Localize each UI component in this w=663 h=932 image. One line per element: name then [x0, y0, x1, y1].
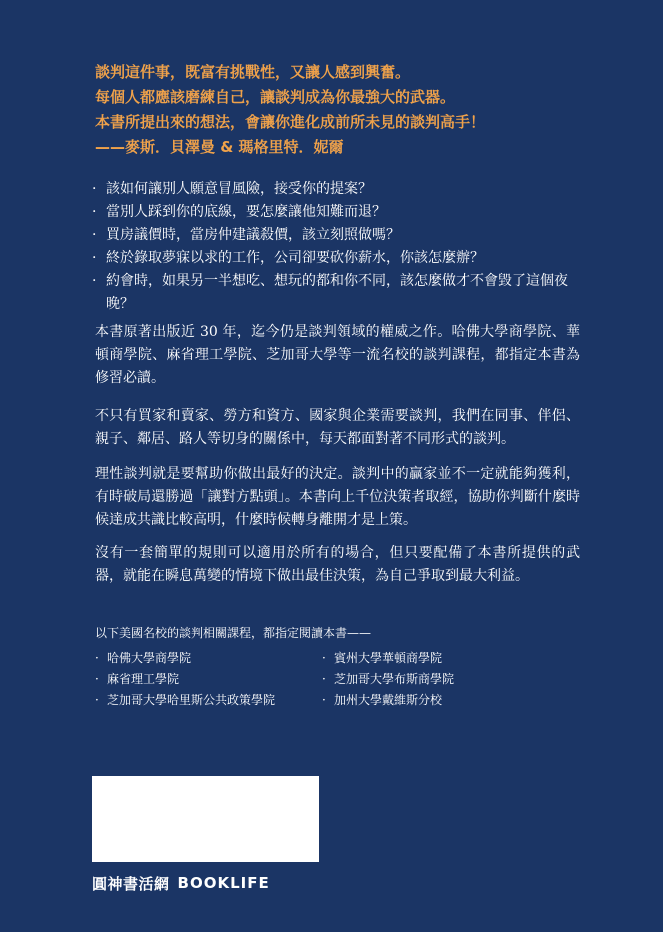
- school-name: 加州大學戴維斯分校: [334, 693, 443, 707]
- question-text: 約會時，如果另一半想吃、想玩的都和你不同，該怎麼做才不會毀了這個夜晚？: [106, 273, 568, 312]
- body-paragraph: 沒有一套簡單的規則可以適用於所有的場合，但只要配備了本書所提供的武器，就能在瞬息萬變的情境下做出最佳決策，為自己爭取到最大利益。: [95, 545, 580, 584]
- school-item: [95, 669, 275, 690]
- question-item: [88, 178, 588, 201]
- barcode-area: [92, 776, 319, 862]
- bullet-dot: ·: [95, 693, 99, 707]
- bullet-dot: ·: [92, 204, 97, 220]
- quote-line: 談判這件事，既富有挑戰性，又讓人感到興奮。: [95, 63, 411, 81]
- quote-attribution: ——麥斯．貝澤曼 & 瑪格里特．妮爾: [95, 138, 344, 156]
- question-item: [88, 201, 588, 224]
- endorsement-quote: [95, 60, 575, 160]
- school-name: 芝加哥大學哈里斯公共政策學院: [107, 693, 276, 707]
- schools-list-right: [322, 648, 454, 711]
- school-item: [95, 690, 275, 711]
- publisher-name-english: BOOKLIFE: [177, 874, 270, 892]
- school-name: 賓州大學華頓商學院: [334, 651, 443, 665]
- bullet-dot: ·: [322, 693, 326, 707]
- bullet-dot: ·: [322, 672, 326, 686]
- body-paragraph: 不只有買家和賣家、勞方和資方、國家與企業需要談判，我們在同事、伴侶、親子、鄰居、路人等切身的關係中，每天都面對著不同形式的談判。: [95, 408, 580, 447]
- bullet-dot: ·: [95, 651, 99, 665]
- bullet-dot: ·: [92, 250, 97, 266]
- bullet-dot: ·: [95, 672, 99, 686]
- quote-line: 每個人都應該磨練自己，讓談判成為你最強大的武器。: [95, 88, 456, 106]
- question-text: 該如何讓別人願意冒風險，接受你的提案？: [106, 181, 372, 197]
- schools-intro: 以下美國名校的談判相關課程，都指定閱讀本書——: [95, 626, 372, 640]
- school-item: [322, 669, 454, 690]
- school-item: [322, 690, 454, 711]
- question-item: [88, 247, 588, 270]
- bullet-dot: ·: [322, 651, 326, 665]
- school-name: 哈佛大學商學院: [107, 651, 192, 665]
- school-item: [95, 648, 275, 669]
- bullet-dot: ·: [92, 273, 97, 289]
- publisher-logo: [92, 872, 270, 894]
- bullet-dot: ·: [92, 181, 97, 197]
- body-paragraph: 理性談判就是要幫助你做出最好的決定。談判中的贏家並不一定就能夠獲利，有時破局還勝過「讓對方點頭」。本書向上千位決策者取經，協助你判斷什麼時候達成共識比較高明，什麼時候轉身離開才是上策。: [95, 466, 580, 528]
- question-text: 終於錄取夢寐以求的工作，公司卻要砍你薪水，你該怎麼辦？: [106, 250, 484, 266]
- question-text: 買房議價時，當房仲建議殺價，該立刻照做嗎？: [106, 227, 400, 243]
- bullet-dot: ·: [92, 227, 97, 243]
- question-item: [88, 224, 588, 247]
- school-name: 麻省理工學院: [107, 672, 180, 686]
- publisher-name-chinese: 圓神書活網: [92, 874, 170, 893]
- question-text: 當別人踩到你的底線，要怎麼讓他知難而退？: [106, 204, 386, 220]
- school-name: 芝加哥大學布斯商學院: [334, 672, 455, 686]
- question-item: [88, 270, 588, 316]
- school-item: [322, 648, 454, 669]
- quote-line: 本書所提出來的想法，會讓你進化成前所未見的談判高手！: [95, 113, 486, 131]
- body-paragraph: 本書原著出版近 30 年，迄今仍是談判領域的權威之作。哈佛大學商學院、華頓商學院、麻省理工學院、芝加哥大學等一流名校的談判課程，都指定本書為修習必讀。: [95, 324, 580, 386]
- schools-list-left: [95, 648, 275, 711]
- question-list: [88, 178, 588, 316]
